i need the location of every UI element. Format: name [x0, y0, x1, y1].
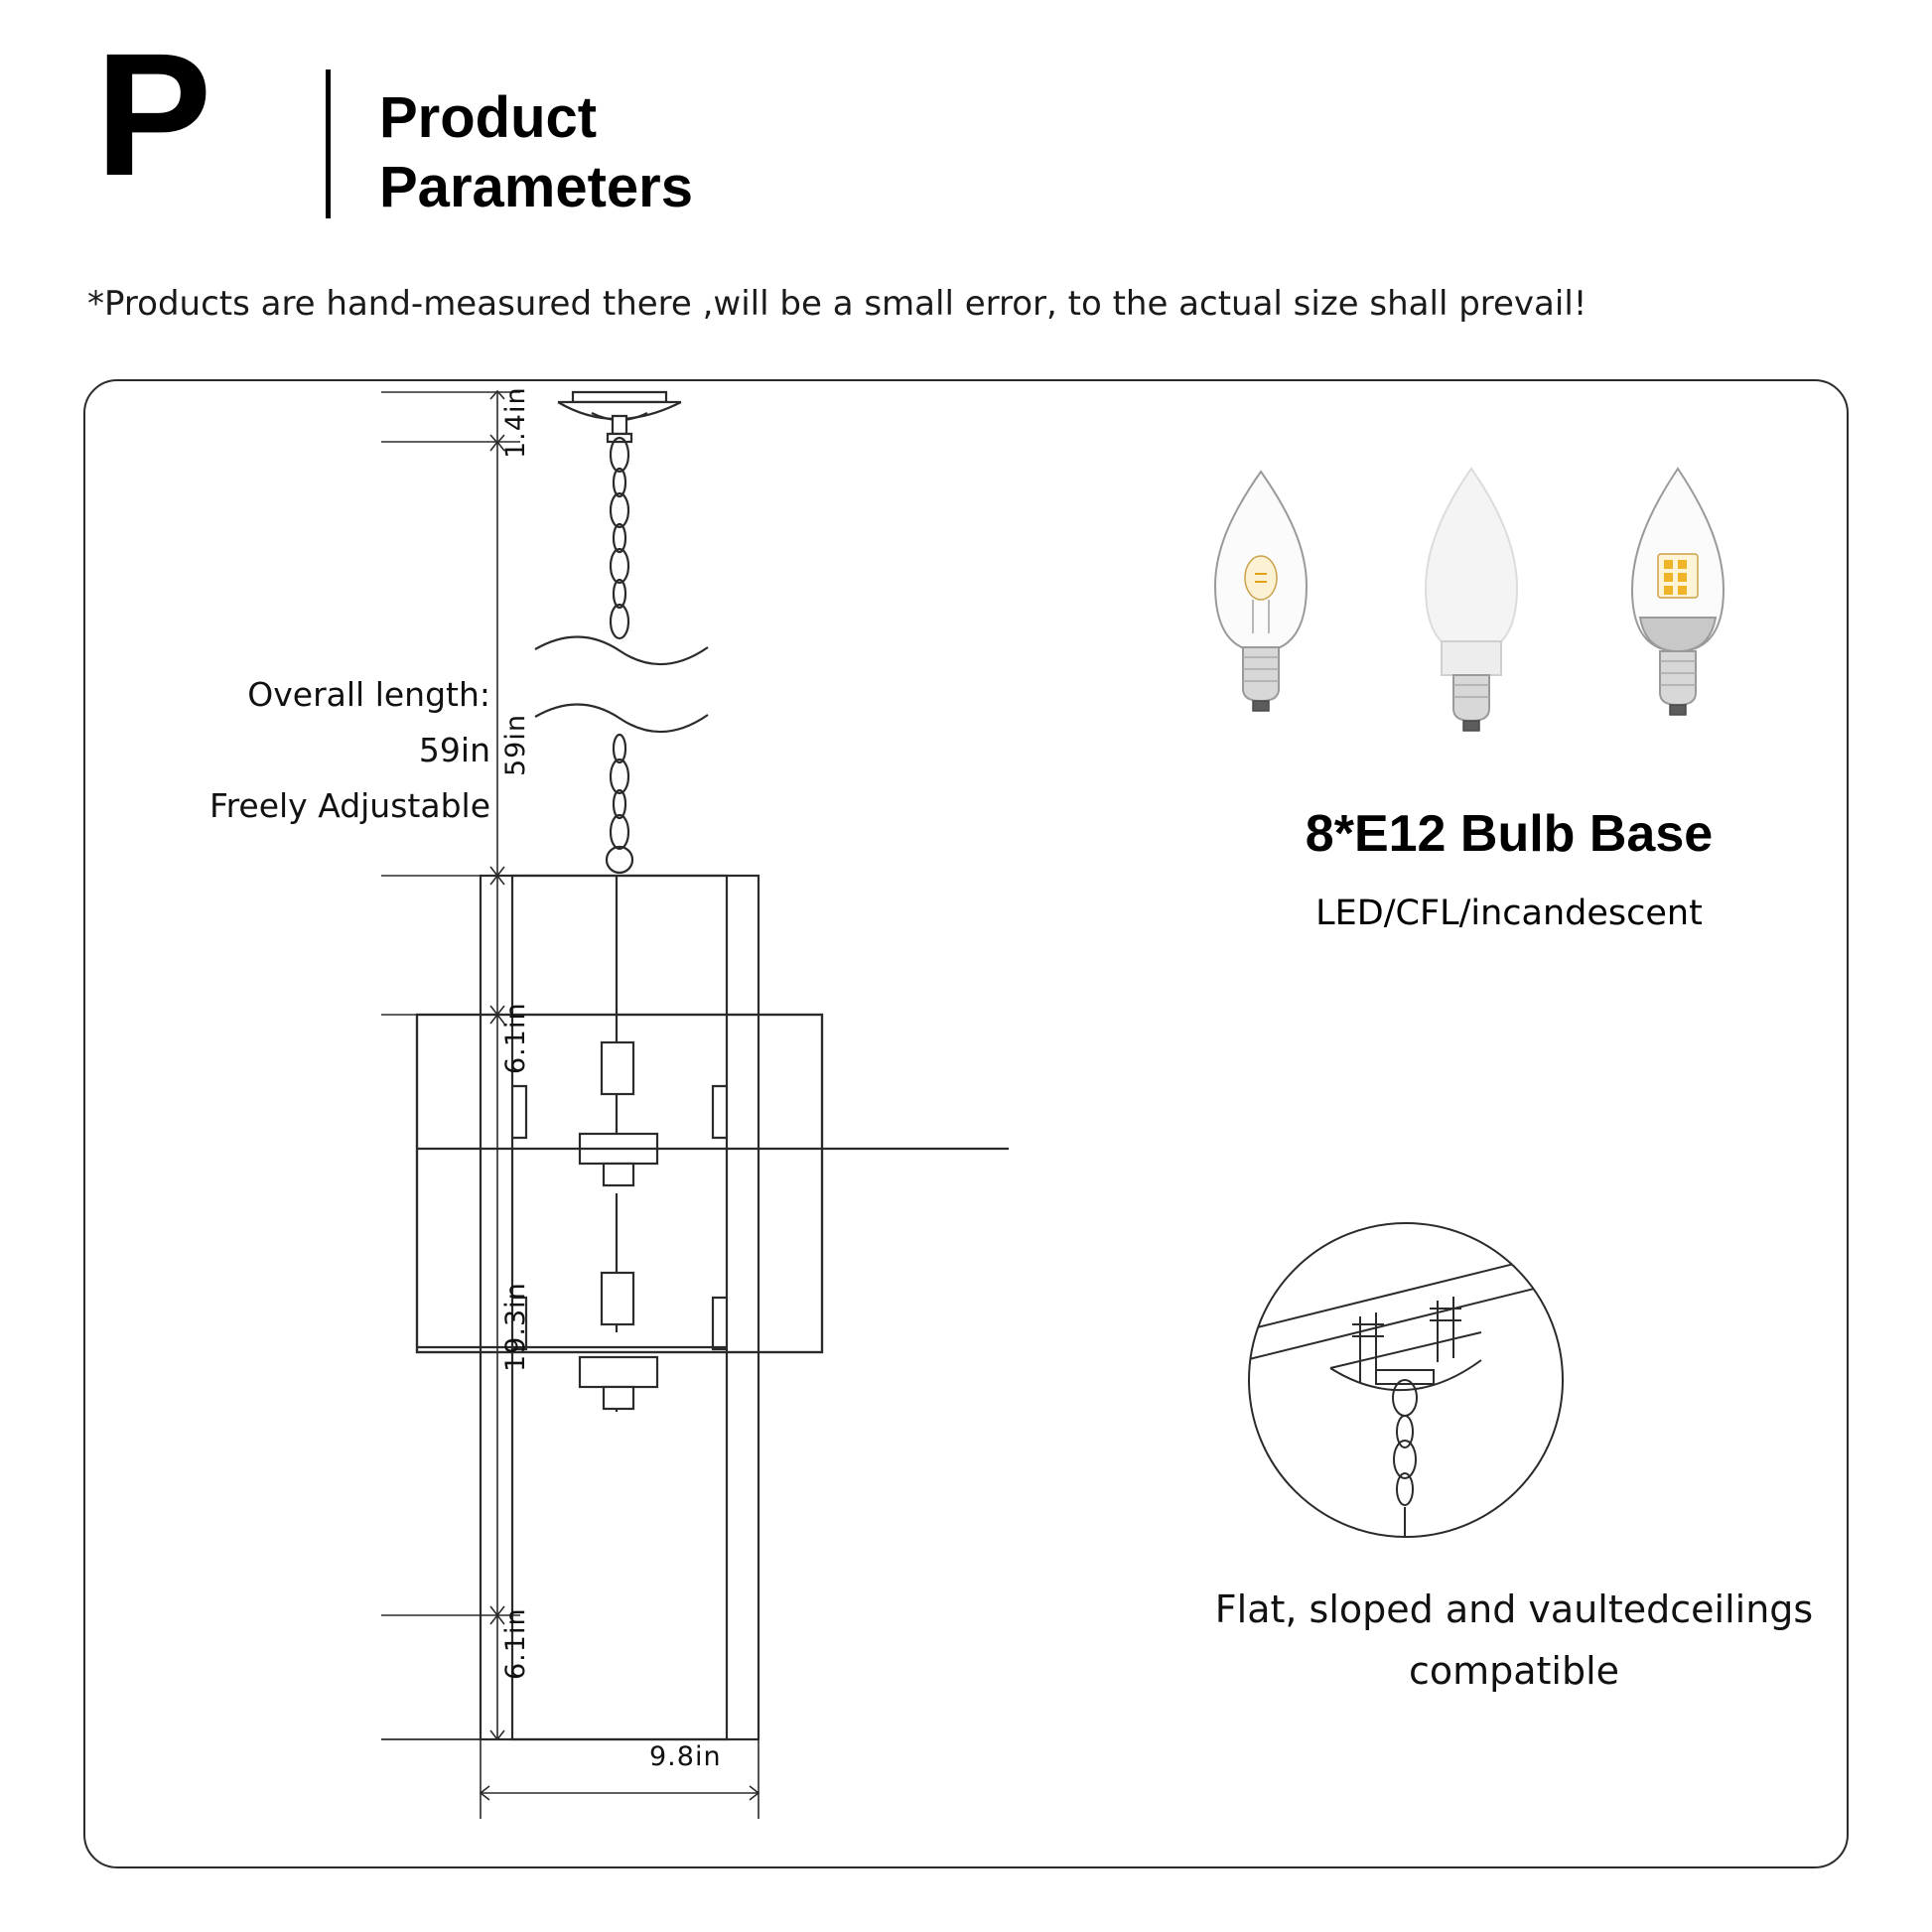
bulb-base-title: 8*E12 Bulb Base: [1305, 805, 1714, 863]
monogram-letter: P: [95, 18, 210, 212]
measurement-disclaimer: *Products are hand-measured there ,will be a small error, to the actual size shall prevail!: [87, 284, 1587, 324]
ceiling-caption-line1: Flat, sloped and vaultedceilings: [1214, 1587, 1814, 1631]
header-divider: [326, 69, 331, 218]
ceiling-svg: [1181, 1221, 1837, 1549]
halogen-candle-bulb: [1215, 472, 1307, 711]
ceiling-caption-line2: compatible: [1408, 1649, 1620, 1693]
dim-label-body: 19.3in: [500, 1282, 531, 1372]
overall-length-line3: Freely Adjustable: [208, 786, 490, 825]
clear-led-candle-bulb: [1632, 469, 1724, 715]
ceiling-compatibility-illustration: [1181, 1221, 1837, 1549]
page-title-line2: Parameters: [379, 155, 693, 219]
overall-length-line2: 59in: [418, 731, 490, 769]
dim-label-canopy: 1.4in: [500, 386, 531, 459]
page-header: [95, 18, 1843, 222]
bulbs-svg: [1181, 457, 1817, 854]
overall-length-label: [153, 667, 490, 834]
page-title: [379, 83, 693, 222]
product-dimension-drawing: [83, 379, 1136, 1868]
dim-label-chain: 59in: [500, 714, 531, 776]
bulb-base-subtitle: LED/CFL/incandescent: [1315, 894, 1703, 933]
frosted-led-candle-bulb: [1426, 469, 1517, 731]
ceiling-compatibility-caption: [1102, 1579, 1926, 1702]
dim-label-top-frame: 6.1in: [500, 1002, 531, 1074]
dim-label-bottom-frame: 6.1in: [500, 1607, 531, 1680]
drawing-svg: [83, 379, 1136, 1868]
dim-label-width: 9.8in: [649, 1741, 722, 1772]
overall-length-line1: Overall length:: [247, 675, 490, 714]
page-title-line1: Product: [379, 85, 598, 150]
